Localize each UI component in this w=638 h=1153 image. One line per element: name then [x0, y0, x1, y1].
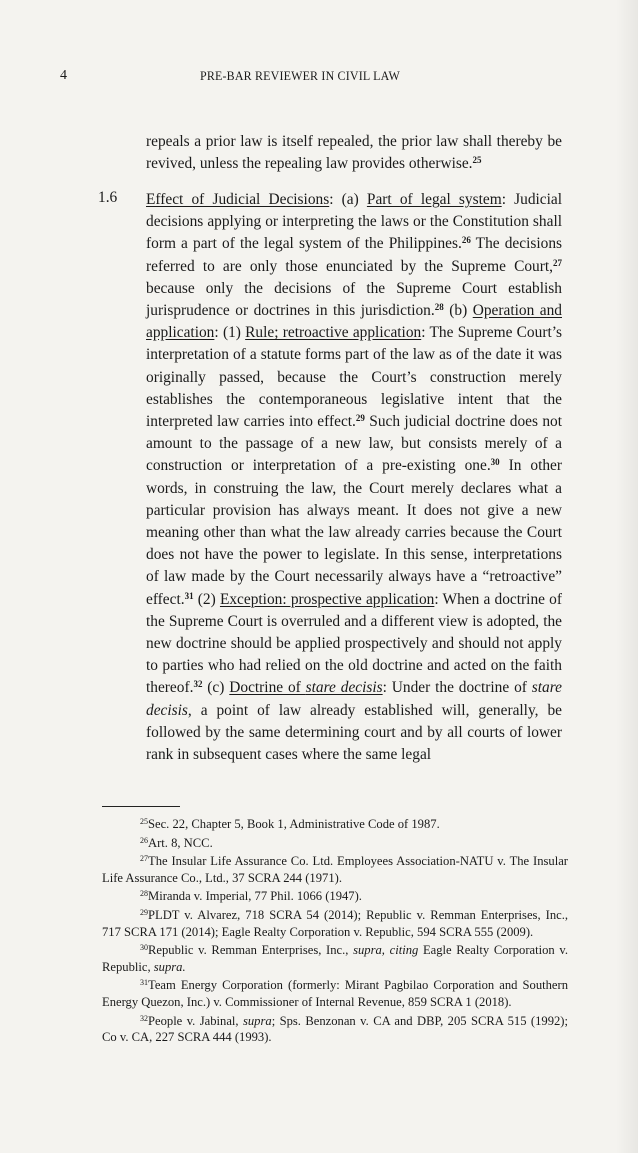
footnote-number: 26 [140, 835, 148, 845]
footnote-27 [102, 853, 568, 886]
footnote-32 [102, 1013, 568, 1046]
text-run: because only the decisions of the Supreme Court establish jurisprudence or doctrines in this jurisdiction. [146, 279, 562, 320]
text-run: The decisions referred to are only those enunciated by the Supreme Court, [146, 235, 563, 275]
section-number: 1.6 [98, 189, 118, 206]
footnote-number: 30 [140, 943, 148, 953]
footnote-text: Republic v. Remman Enterprises, Inc., [148, 943, 354, 958]
footnote-number: 31 [140, 978, 148, 988]
text-run: : (a) [329, 191, 367, 208]
section-heading: Effect of Judicial Decisions [146, 191, 330, 208]
text-run: : When a doctrine of the Supreme Court is overruled and a different view is adopted, the new doctrine should be applied prospectively and should not apply to parties who had relied on the old doctrine and acted on the faith thereof. [146, 590, 562, 697]
footnote-number: 28 [140, 889, 148, 899]
paragraph-text: repeals a prior law is itself repealed, the prior law shall thereby be revived, unless the repealing law provides otherwise. [146, 133, 562, 173]
footnote-text: Eagle Realty Corporation v. Republic, [102, 943, 569, 974]
footnotes-block [102, 816, 568, 1048]
page-number: 4 [60, 68, 67, 83]
text-run: (c) [202, 679, 230, 697]
subheading-operation-and-application: Operation and application [146, 302, 562, 342]
text-run: : Judicial decisions applying or interpreting the laws or the Constitution shall form a part of the legal system of the Philippines. [146, 191, 562, 253]
section-paragraph [146, 189, 562, 766]
footnote-ref: 29 [355, 413, 365, 424]
text-run: Such judicial doctrine does not amount to the passage of a new law, but consists merely of a construction or interpretation of a pre-existing one. [146, 413, 562, 475]
subheading-prospective-application: Exception: prospective application [219, 590, 435, 608]
footnote-text: People v. Jabinal, [148, 1013, 243, 1028]
footnote-number: 29 [140, 907, 148, 917]
footnote-text: Sec. 22, Chapter 5, Book 1, Administrative Code of 1987. [148, 817, 440, 831]
italic-term: supra [242, 1013, 272, 1028]
footnote-ref: 32 [193, 679, 203, 690]
subheading-stare-decisis [229, 679, 382, 696]
text-run: : (1) [214, 324, 246, 342]
footnote-ref: 28 [434, 302, 444, 313]
footnote-ref: 31 [184, 590, 194, 601]
footnote-divider [102, 806, 180, 807]
italic-term: stare decisis [305, 679, 383, 697]
page-edge-shadow [616, 0, 638, 1153]
text-run: , a point of law already established will, generally, be followed by the same determining court and by all courts of lower rank in subsequent cases where the same legal [146, 701, 562, 764]
footnote-text: The Insular Life Assurance Co. Ltd. Employees Association-NATU v. The Insular Life Assurance Co., Ltd., 37 SCRA 244 (1971). [102, 854, 568, 885]
running-header-title: PRE-BAR REVIEWER IN CIVIL LAW [200, 68, 400, 83]
footnote-31 [102, 977, 568, 1010]
footnote-text: ; Sps. Benzonan v. CA and DBP, 205 SCRA 515 (1992); Co v. CA, 227 SCRA 444 (1993). [102, 1013, 568, 1045]
text-run: : The Supreme Court’s interpretation of a statute forms part of the law as of the date it was originally passed, because the Court’s construction merely establishes the contemporaneous legislative intent that the interpreted law carries into effect. [146, 324, 562, 431]
paragraph-continuation [146, 131, 562, 175]
footnote-text: Team Energy Corporation (formerly: Mirant Pagbilao Corporation and Southern Energy Quezon, Inc.) v. Commissioner of Internal Revenue, 859 SCRA 1 (2018). [102, 978, 568, 1009]
footnote-text: Miranda v. Imperial, 77 Phil. 1066 (1947). [148, 889, 362, 904]
footnote-text: Art. 8, NCC. [148, 835, 213, 850]
footnote-number: 25 [140, 817, 148, 826]
subheading-retroactive-application: Rule; retroactive application [245, 324, 422, 342]
footnote-28 [102, 888, 568, 905]
footnote-ref: 25 [472, 155, 482, 166]
footnote-ref: 26 [461, 235, 471, 246]
text-run: In other words, in construing the law, the Court merely declares what a particular provision has always meant. It does not give a new meaning other than what the law already carries because the Court does not have the power to legislate. In this sense, interpretations of law made by the Court necessarily always have a “retroactive” effect. [146, 457, 562, 608]
text-run: Doctrine of [229, 679, 306, 697]
footnote-number: 27 [140, 854, 148, 864]
footnote-ref: 27 [553, 257, 562, 268]
footnote-text: PLDT v. Alvarez, 718 SCRA 54 (2014); Republic v. Remman Enterprises, Inc., 717 SCRA 171 (2014); Eagle Realty Corporation v. Republic, 594 SCRA 555 (2009). [102, 907, 568, 939]
footnote-30 [102, 942, 568, 975]
italic-term: supra, citing [353, 943, 419, 958]
footnote-ref: 30 [490, 457, 500, 468]
italic-term: supra. [153, 959, 186, 974]
footnote-25 [102, 816, 568, 833]
subheading-part-of-legal-system: Part of legal system [366, 191, 502, 208]
text-run: : Under the doctrine of [382, 679, 532, 697]
text-run: (b) [443, 302, 473, 320]
footnote-number: 32 [140, 1013, 148, 1023]
text-run: (2) [193, 590, 220, 608]
footnote-26 [102, 835, 568, 852]
italic-term: stare decisis [146, 679, 562, 719]
footnote-29 [102, 907, 568, 940]
